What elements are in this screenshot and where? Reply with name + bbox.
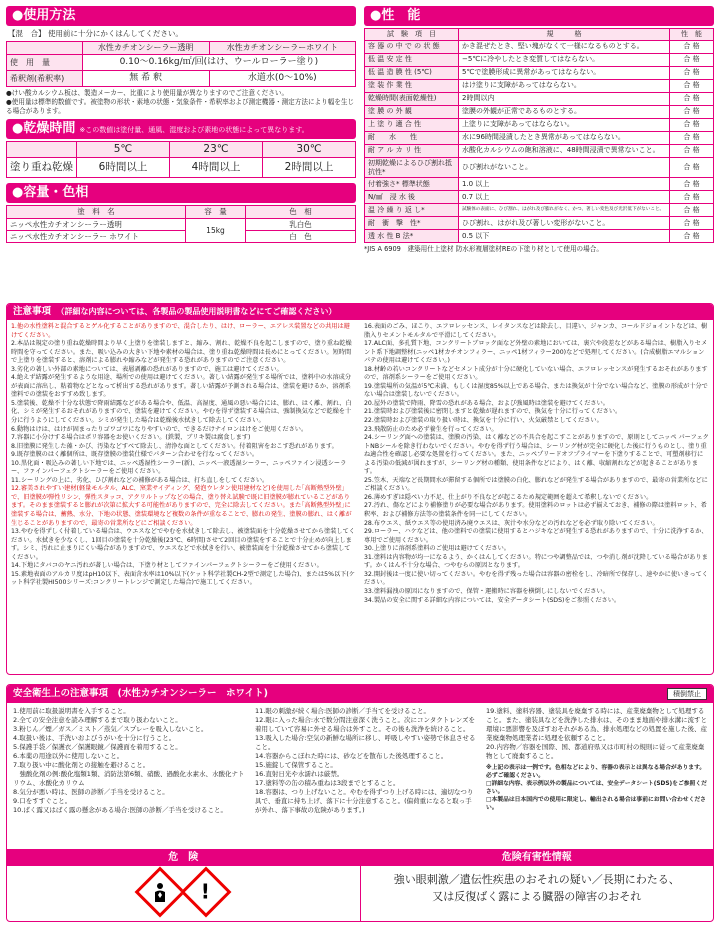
perf-row [365, 178, 714, 191]
text-item: 10.黒化面・吸込みの著しい下地では、ニッペ透湿性シーラー(新)、ニッペ一液透湿シーラー、ニッペファイン浸透シーラー、ファインパーフェクトシーラーをご使用ください。 [11, 459, 347, 476]
text-item: 11.眼の刺激が続く場合:医師の診断／手当てを受けること。 [255, 707, 431, 715]
mix-text: 使用前に十分にかくはんしてください。 [47, 29, 183, 38]
perf-spec: はけ塗りに支障があってはならない。 [459, 79, 670, 92]
text-item: 12.眼に入った場合:水で数分間注意深く洗うこと。次にコンタクトレンズを着用していて容易に外せる場合は外すこと。その後も洗浄を続けること。 [255, 715, 475, 733]
capacity-header: ●容量・色相 [6, 183, 356, 203]
perf-result: 合 格 [670, 230, 714, 243]
cap-c1: 乳白色 [246, 218, 356, 230]
text-item: ※上記の表示は一例です。色相などにより、容器の表示とは異なる場合があります。必ずご確認ください。 [486, 764, 706, 779]
text-item: □本製品は日本国内での使用に限定し、輸出される場合は事前にお問い合わせください。 [486, 796, 706, 811]
perf-result: 合 格 [670, 53, 714, 66]
text-item: 2.全ての安全注意を読み理解するまで取り扱わないこと。 [13, 715, 182, 724]
perf-result: 合 格 [670, 105, 714, 118]
text-item: 3.粉じん／煙／ガス／ミスト／蒸気／スプレーを吸入しないこと。 [13, 724, 208, 733]
perf-spec: 2時間以内 [459, 92, 670, 105]
usage-row1-label: 使 用 量 [7, 55, 83, 71]
drying-sub: ※この数値は塗付量、通風、湿度および素地の状態によって異なります。 [79, 126, 309, 135]
text-item: 7.容器に小分けする場合はポリ容器をお使いください。(鉄製、ブリキ製は腐食します) [11, 434, 251, 442]
text-item: 13.やむを得ずしく付着している場合は、ウエスなどでやむを水拭きして除去し、被塗装面を十分乾燥させてから塗装してください。水拭きを少なくし、1回目の塗装を十分乾燥後(23℃、6時間)させて2回目の塗装をすることで十分止めが向上します。シミ、汚れに止まりにくい場合がありますので、ウエスなどで水拭きを行い、被塗装面を十分乾燥させてから塗装してください。 [11, 528, 355, 561]
text-item: 22.塗装時および塗装の取り扱い時は、換気を十分に行い、火気厳禁としてください。 [364, 417, 603, 425]
text-item: □詳細な内容、表示例以外の製品については、安全データシート(SDS)をご参照ください。 [486, 780, 707, 795]
cap-p1: ニッペ水性カチオンシーラー透明 [7, 218, 186, 230]
text-item: 20.内容物／容器を国際、国、都道府県又は市町村の規則に従って産業廃棄物として廃棄すること。 [486, 742, 705, 760]
perf-row [365, 92, 714, 105]
text-item: 17.塗料等の缶の積み重ねは3段までとすること。 [255, 778, 400, 787]
perf-spec: 上塗りに支障があってはならない。 [459, 118, 670, 131]
perf-spec: 試験体の表面に、ひび割れ、はがれ及び膨れがなく、かつ、著しい変色及び光沢低下がないこと。 [459, 204, 670, 217]
dry-30: 2時間以上 [263, 158, 356, 178]
perf-result: 合 格 [670, 178, 714, 191]
temp-30: 30℃ [263, 142, 356, 158]
drying-corner [7, 142, 77, 158]
safety-col-3 [486, 707, 707, 841]
cap-h3: 色 相 [246, 206, 356, 218]
perf-spec: 5℃で塗膜形成に異常があってはならない。 [459, 66, 670, 79]
perf-spec: 1.0 以上 [459, 178, 670, 191]
usage-table [6, 41, 356, 87]
perf-result: 合 格 [670, 204, 714, 217]
safety-title: 安全衛生上の注意事項 [13, 688, 109, 699]
perf-row [365, 118, 714, 131]
text-item: 1.使用前に取扱説明書を入手すること。 [13, 707, 130, 715]
drying-label: 塗り重ね乾燥 [7, 158, 77, 178]
text-item: 17.ALC面、多孔質下地、コンクリートブロック面など外壁の素地においては、裏穴や段差などがある場合は、樹脂入りセメント系下地調整材(ニッペ1材カチオンフィラー、ニッペ1材フィラー200)などで処理してください。(合成樹脂エマルションパテの使用は避けてください。) [364, 340, 708, 365]
text-item: 31.塗料は内容物が均一になるよう、かくはんしてください。特につや調整品では、つや消し剤が沈降している場合があります。かくはん不十分な場合、つやむらの原因となります。 [364, 553, 708, 570]
text-item: 13.吸入した場合:空気の新鮮な場所に移し、呼吸しやすい姿勢で休息させること。 [255, 733, 476, 751]
text-item: 19.塗装場所の気温が5℃未満、もしくは湿度85%以上である場合、または換気が十分でない場合など、塗膜の形成が十分でない場合は塗装しないでください。 [364, 382, 708, 399]
usage-header: ●使用方法 [6, 6, 356, 26]
perf-row [365, 191, 714, 204]
text-item: 32.開封後は一度に使い切ってください。やむを得ず残った場合は容器の密栓をし、冷暗所で保存し、速やかに使いきってください。 [364, 570, 708, 587]
perf-result: 合 格 [670, 217, 714, 230]
perf-spec: 水酸化カルシウムの飽和溶液に、48時間浸漬で異常ないこと。 [459, 144, 670, 157]
usage-row2-a: 無 希 釈 [82, 71, 209, 87]
text-item: 34.製品の安全に関する詳細な内容については、安全データシート(SDS)をご参照ください。 [364, 596, 621, 604]
danger-title: 危 険 [7, 850, 360, 866]
text-item: 4.絶えず結露が発生するような用途、場所での使用は避けてください。著しい結露が発生する場所では、塗料中の水溶成分が表面に溶出し、粘着物などとなって析出する恐れがあります。著しい結露が予測される場合は、塗装を避けるか、溶剤系塗料での塗装をおすすめ致します。 [11, 374, 352, 399]
text-item: 16.直射日光や水濡れは厳禁。 [255, 769, 344, 778]
perf-result: 合 格 [670, 191, 714, 204]
cap-vol: 15kg [186, 218, 246, 243]
perf-table [364, 28, 714, 243]
text-item: 強酸化剤の例:酸化塩類1類、消防法第6類、硝酸、過酸化水素水、水酸化ナトリウム、水酸化カリウム [13, 769, 245, 787]
text-item: 5.保護手袋／保護衣／保護眼鏡／保護面を着用すること。 [13, 742, 182, 751]
corner-cell [7, 42, 83, 55]
text-item: 6.本薬の用途以外に使用しないこと。 [13, 751, 124, 760]
dry-23: 4時間以上 [170, 158, 263, 178]
perf-item: 乾燥時間(表面乾燥性) [365, 92, 459, 105]
text-item: 9.口をすすぐこと。 [13, 796, 72, 805]
hazard-text-2: 又は反復ばく露による臓器の障害のおそれ [432, 889, 642, 903]
perf-item: 塗 膜 の 外 観 [365, 105, 459, 118]
perf-item: 耐 水 性 [365, 131, 459, 144]
perf-item: 低 温 造 膜 性 (5℃) [365, 66, 459, 79]
text-item: 3.劣化の著しい外部の素地については、表層剥離の恐れがありますので、施工は避けてください。 [11, 365, 283, 373]
caution-left [11, 323, 356, 605]
safety-section [6, 684, 714, 922]
perf-row [365, 40, 714, 53]
perf-row [365, 157, 714, 178]
caution-title: 注意事項 [13, 306, 52, 317]
perf-item: 付着強さ* 標準状態 [365, 178, 459, 191]
text-item: 8.気分が悪い時は、医師の診断／手当を受けること。 [13, 787, 169, 796]
text-item: 18.材齢の若いコンクリートなどセメント成分が十分に硬化していない場合、エフロレッセンスが発生するおそれがありますので、溶剤系シーラーをご使用ください。 [364, 365, 708, 382]
text-item: 6.動物はけは、はけが固まったりゴワゴワになりやすいので、できるだけナイロンはけをご使用ください。 [11, 425, 308, 433]
perf-header: ●性 能 [364, 6, 714, 26]
text-item: 15.素地表面のアルカリ度はpH10以下、表面含水率は10%以下(ケット科学社製CH-2型で測定した場合)、または5%以下(ケット科学社製HI500シリーズ:コンクリートレンジで測定した場合)で施工してください。 [11, 570, 355, 587]
perf-result: 合 格 [670, 118, 714, 131]
perf-item: 初期乾燥によるひび割れ抵抗性* [365, 157, 459, 178]
text-item: 27.汚れ、傷などにより補修塗りが必要な場合があります。使用塗料のロットは必ず揃えておき、補修の際は塗料ロット、希釈率、および補修方法等の塗装条件を同一にしてください。 [364, 502, 707, 519]
perf-result: 合 格 [670, 157, 714, 178]
text-item: 7.取り扱い中に酸化剤との接触を避けること。 [13, 760, 150, 769]
text-item: 5.塗装後、乾燥不十分な状態で降雨結露などがある場合や、低温、高湿度、通風の悪い場合には、膨れ、はく離、割れ、白化、シミが発生するおそれがありますので、塗装を避けてください。やむを得ず塗装する場合は、強制換気などで乾燥を十分に行うようにしてください。シミが発生した場合は乾燥後水拭きして除去してください。 [11, 399, 352, 425]
perf-result: 合 格 [670, 92, 714, 105]
caution-right [364, 323, 709, 605]
perf-item: 耐 ア ル カ リ 性 [365, 144, 459, 157]
text-item: 16.表面のごみ、ほこり、エフロレッセンス、レイタンスなどは除去し、目違い、ジャンカ、コールドジョイントなどは、樹脂入りセメントモルタルで平滑にしてください。 [364, 323, 708, 339]
text-item: 29.ローラー、ハケなどは、他の塗料での塗装に使用するとハジキなどが発生する恐れがありますので、十分に洗浄するか、専用でご使用ください。 [364, 528, 708, 544]
perf-item: 耐 衝 撃 性* [365, 217, 459, 230]
text-item: 25.笠木、天端など長期間水が滞留する個所では塗膜の白化、膨れなどが発生する場合がありますので、最寄の営業所などにご相談ください。 [364, 476, 708, 493]
perf-footnote: *JIS A 6909 建築用仕上塗材 防水形複層塗材REの下塗り材として使用の場合。 [364, 245, 603, 254]
perf-spec: 0.5 以下 [459, 230, 670, 243]
text-item: 33.塗料漏洩の原因になりますので、保管・運搬時に容器を横倒しにしないでください。 [364, 587, 609, 595]
perf-item: 温 冷 繰 り 返 し* [365, 204, 459, 217]
perf-item: 容 器 の 中 で の 状 態 [365, 40, 459, 53]
text-item: 1.他の水性塗料と混合するとゲル化することがありますので、混合したり、はけ、ローラー、エアレス装置などの共用は避けてください。 [11, 323, 350, 339]
perf-item: 上 塗 り 適 合 性 [365, 118, 459, 131]
text-item: 19.塗料、塗料容器、塗装具を廃棄する時には、産業廃棄物として処理すること。また、塗装具などを洗浄した排水は、そのまま地面や排水溝に流すと環境に悪影響を及ぼすおそれがある為、排水処理などの処置を施した後、産業廃棄物処理業者に処理を依頼すること。 [486, 707, 708, 742]
mix-line [6, 26, 356, 41]
drying-title: ●乾燥時間 [12, 121, 76, 137]
perf-row [365, 204, 714, 217]
text-item: 9.既存塗膜のはく離個所は、既存塗膜の塗装仕様でパターン合わせを行なってください。 [11, 451, 259, 459]
usage-row1-val: 0.10～0.16kg/㎡/回(はけ、ウールローラー塗り) [82, 55, 355, 71]
perf-spec: 水に96時間浸漬したとき異常があってはならない。 [459, 131, 670, 144]
temp-23: 23℃ [170, 142, 263, 158]
usage-col-a: 水性カチオンシーラー透明 [82, 42, 209, 55]
usage-row2-label: 希釈剤(希釈率) [7, 71, 83, 87]
perf-spec: −5℃に冷やしたとき変質してはならない。 [459, 53, 670, 66]
perf-h3: 性 能 [670, 29, 714, 41]
usage-note-1: ●けい酸カルシウム板は、製造メーカー、比重により使用量が異なりますのでご注意ください。 [6, 89, 289, 98]
text-item: 12.審美されやすい建材(軽量モルタル、ALC、窯業サイディング、発泡ウレタン使用建材など)を使用した｢高断熱型外壁｣で、旧塗膜が弾性リシン、弾性スタッコ、アクリルトップなどの場合、塗り替え試験で既に旧塗膜が膨れているこどがあります。そのまま塗装すると膨れが次第に拡大する可能性がありますので、完全に除去してください。また｢高断熱型外壁｣に塗装する場合は、蓄熱、水分、下地の状態、塗装環境など複数の条件が重なることで、膨れの発生、塗膜の膨れ、はく離が生じることがありますので、最寄の営業所などにご相談ください。 [11, 485, 352, 527]
text-item: 30.上塗りに溶剤系塗料のご使用は避けてください。 [364, 545, 510, 553]
text-item: 15.施錠して保管すること。 [255, 760, 337, 769]
text-item: 28.布ウエス、紙ウエス等の使用済み廃ウエスは、灰汁や水分などの汚れなどを必ず取り除いてください。 [364, 519, 659, 527]
perf-spec: ひび割れがないこと。 [459, 157, 670, 178]
person-hazard-icon [135, 867, 186, 918]
text-item: 14.容器からこぼれた時には、砂などを散布した後処理すること。 [255, 751, 448, 760]
hazard-title: 危険有害性情報 [361, 850, 714, 866]
mix-label: 【混 合】 [8, 29, 46, 38]
right-column [364, 6, 714, 254]
perf-row [365, 105, 714, 118]
usage-col-b: 水性カチオンシーラーホワイト [209, 42, 355, 55]
perf-h1: 試 験 項 目 [365, 29, 459, 41]
temp-5: 5℃ [77, 142, 170, 158]
hazard-text-1: 強い眼刺激／遺伝性疾患のおそれの疑い／長期にわたる、 [393, 873, 680, 886]
text-item: 10.ばく露又はばく露の懸念がある場合:医師の診断／手当を受けること。 [13, 805, 228, 814]
cap-h2: 容 量 [186, 206, 246, 218]
perf-spec: ひび割れ、はがれ及び著しい変形がないこと。 [459, 217, 670, 230]
perf-row [365, 230, 714, 243]
perf-spec: 0.7 以上 [459, 191, 670, 204]
text-item: 14.下地にタバコのヤニ汚れが著しい場合は、下塗り材としてファインパーフェクトシーラーをご使用ください。 [11, 562, 323, 570]
perf-item: 透 水 性 B 法* [365, 230, 459, 243]
text-item: 4.取扱い後は、手洗いおよびうがいを十分に行うこと。 [13, 733, 176, 742]
perf-result: 合 格 [670, 144, 714, 157]
drying-table [6, 141, 356, 178]
caution-header [7, 304, 713, 320]
hazard-panel [361, 850, 714, 921]
perf-row [365, 217, 714, 230]
cap-c2: 白 色 [246, 230, 356, 242]
text-item: 18.容器は、つり上げないこと。やむを得ずつり上げる時には、適切なつり具で、垂直に持ち上げ、落下に十分注意すること。(偏荷重になると取っ手が外れ、落下事故の危険があります。) [255, 787, 474, 814]
safety-col-1 [13, 707, 245, 841]
danger-panel [7, 850, 361, 921]
cap-p2: ニッペ水性カチオンシーラー ホワイト [7, 230, 186, 242]
perf-row [365, 131, 714, 144]
perf-h2: 規 格 [459, 29, 670, 41]
text-item: 2.本品は規定の塗り重ね乾燥時間より早く上塗りを塗装しますと、縮み、割れ、乾燥不良を起こしますので、塗り重ね乾燥時間を守ってください。また、吸い込みの大きい下地や素材の場合は、塗り重ね乾燥時間は長めにとってください。短時間で上塗りを塗装すると、溶剤による膨れや縮みなどが発生する恐れがありますのでご注意ください。 [11, 340, 352, 365]
caution-sub: （詳細な内容については、各製品の製品使用説明書などにてご確認ください） [60, 307, 337, 316]
cap-h1: 塗 料 名 [7, 206, 186, 218]
perf-result: 合 格 [670, 40, 714, 53]
perf-row [365, 53, 714, 66]
exclamation-icon: ! [181, 867, 232, 918]
perf-spec: かき混ぜたとき、堅い塊がなくて一様になるものとする。 [459, 40, 670, 53]
caution-section [6, 303, 714, 675]
perf-result: 合 格 [670, 131, 714, 144]
text-item: 23.飛散防止のため必ず養生を行ってください。 [364, 425, 498, 433]
perf-item: 塗 装 作 業 性 [365, 79, 459, 92]
text-item: 8.旧塗膜に発生した藻・かび、汚染などすべて除去し、清浄な面としてください。付着阻害をおこす恐れがあります。 [11, 442, 338, 450]
left-column [6, 6, 356, 243]
safety-sub: (水性カチオンシーラー ホワイト) [117, 688, 269, 699]
perf-row [365, 66, 714, 79]
safety-col-2 [255, 707, 476, 841]
text-item: 26.薄めすぎは隠ぺい力不足、仕上がり不良などが起こるため規定範囲を超えて希釈しないでください。 [364, 493, 653, 501]
perf-row [365, 79, 714, 92]
text-item: 24.シーリング面への塗装は、塗膜の汚染、はく離などの不具合を起こすことがありますので、原則としてニッペ パーフェクトNBシールを除き行わないでください。やむを得ず行う場合は、シーリング材が完全に硬化した後に行うものとし、塗り重ね適合性を確認し必要な処置を行ってください。また、ニッペプリードオフプライマーを下塗りすることで、可塑剤移行による汚染の低減が図れますが、シーリング材の種類、使用条件などにより、はく離、収縮割れなどが起きることがあります。 [364, 434, 709, 476]
text-item: 20.屋外の塗装で降雨、降雪の恐れがある場合、および強風時は塗装を避けてください。 [364, 399, 609, 407]
capacity-table [6, 205, 356, 243]
text-item: 21.塗装時および塗装後に密閉しますと乾燥が遅れますので、換気を十分に行ってください。 [364, 408, 622, 416]
dry-5: 6時間以上 [77, 158, 170, 178]
drying-header [6, 119, 356, 139]
perf-result: 合 格 [670, 79, 714, 92]
perf-item: 低 温 安 定 性 [365, 53, 459, 66]
badge-no-tipping: 積倒禁止 [667, 688, 707, 700]
perf-spec: 塗膜の外観が正常であるものとする。 [459, 105, 670, 118]
perf-row [365, 144, 714, 157]
text-item: 11.シーリングの上に、劣化、ひび割れなどの補修がある場合は、打ち直しをしてください。 [11, 476, 269, 484]
usage-row2-b: 水道水(0～10%) [209, 71, 355, 87]
perf-item: N/㎟ 浸 水 後 [365, 191, 459, 204]
usage-note-2: ●使用量は標準的数値です。被塗物の形状・素地の状態・気象条件・希釈率および測定機器・測定方法により幅を生じる場合があります。 [6, 97, 355, 115]
perf-result: 合 格 [670, 66, 714, 79]
safety-header [7, 685, 713, 703]
